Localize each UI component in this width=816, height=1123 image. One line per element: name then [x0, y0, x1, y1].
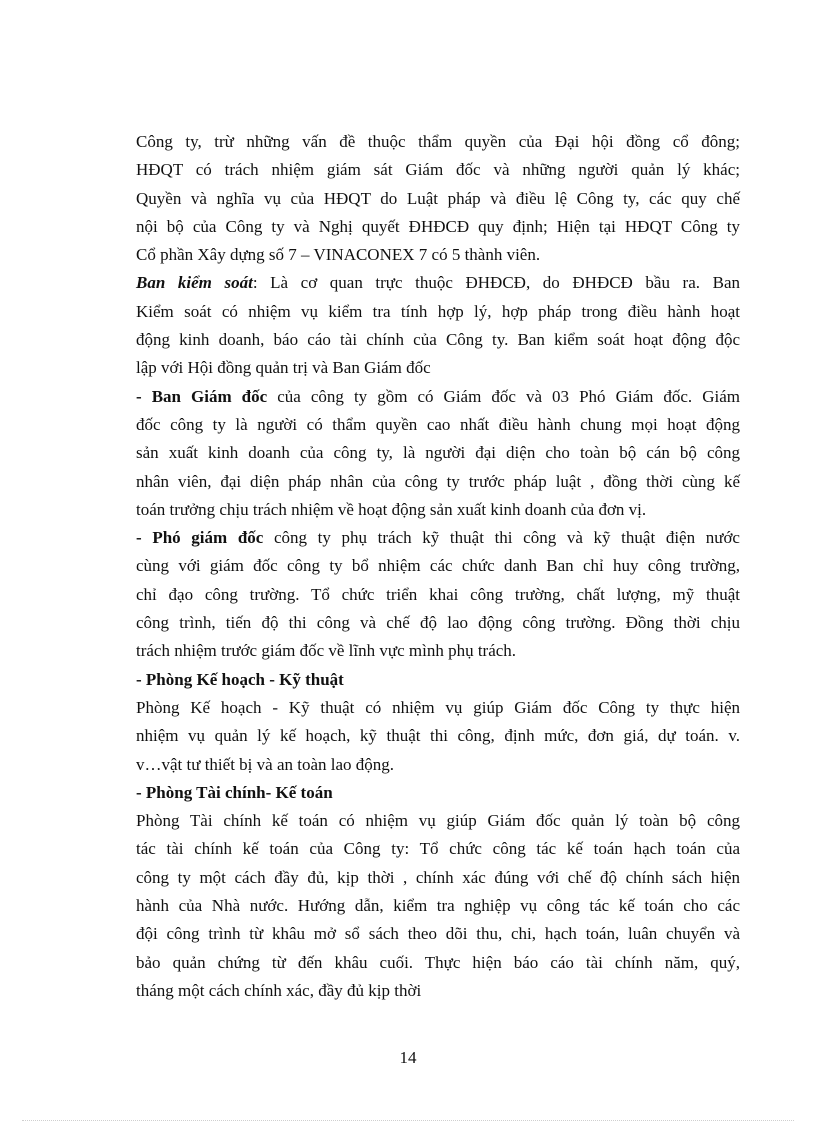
- text-line: [136, 383, 740, 411]
- text-line: [136, 156, 740, 184]
- line-text: nội bộ của Công ty và Nghị quyết ĐHĐCĐ quy định; Hiện tại HĐQT Công ty: [136, 216, 740, 236]
- list-dash: -: [136, 669, 146, 689]
- line-text: v…vật tư thiết bị và an toàn lao động.: [136, 754, 395, 774]
- section-heading: Phó giám đốc: [152, 528, 264, 548]
- text-line: [136, 779, 740, 807]
- line-text: toán trưởng chịu trách nhiệm về hoạt động sản xuất kinh doanh của đơn vị.: [136, 499, 647, 519]
- section-heading: Phòng Tài chính- Kế toán: [145, 782, 333, 802]
- list-dash: -: [136, 386, 152, 406]
- text-line: [136, 694, 740, 722]
- line-text: Kiểm soát có nhiệm vụ kiểm tra tính hợp lý, hợp pháp trong điều hành hoạt: [136, 301, 740, 321]
- list-dash: -: [136, 528, 153, 548]
- section-heading: Ban Giám đốc: [151, 386, 268, 406]
- line-text: hành của Nhà nước. Hướng dẫn, kiểm tra nghiệp vụ công tác kế toán cho các: [136, 896, 740, 916]
- page-number: 14: [399, 1048, 417, 1067]
- text-line: [136, 524, 740, 552]
- line-text: công ty một cách đầy đủ, kịp thời , chính xác đúng với chế độ chính sách hiện: [136, 867, 740, 887]
- line-text: : Là cơ quan trực thuộc ĐHĐCĐ, do ĐHĐCĐ bầu ra. Ban: [252, 273, 740, 293]
- text-line: [136, 920, 740, 948]
- text-line: [136, 807, 740, 835]
- line-text: đốc công ty là người có thẩm quyền cao nhất điều hành chung mọi hoạt động: [136, 414, 740, 434]
- line-text: nhân viên, đại diện pháp nhân của công ty trước pháp luật , đồng thời cùng kế: [136, 471, 740, 491]
- text-line: [136, 298, 740, 326]
- text-line: [136, 977, 740, 1005]
- text-line: [136, 326, 740, 354]
- line-text: HĐQT có trách nhiệm giám sát Giám đốc và những người quản lý khác;: [136, 160, 740, 180]
- line-text: Công ty, trừ những vấn đề thuộc thẩm quyền của Đại hội đồng cổ đông;: [136, 132, 740, 151]
- text-line: [136, 128, 740, 156]
- line-text: Phòng Tài chính kế toán có nhiệm vụ giúp Giám đốc quản lý toàn bộ công: [136, 811, 740, 831]
- text-line: [136, 751, 740, 779]
- section-heading: Ban kiểm soát: [136, 273, 253, 293]
- line-text: chỉ đạo công trường. Tổ chức triển khai công trường, chất lượng, mỹ thuật: [136, 584, 740, 604]
- text-line: [136, 609, 740, 637]
- line-text: bảo quản chứng từ đến khâu cuối. Thực hiện báo cáo tài chính năm, quý,: [136, 952, 740, 972]
- line-text: tháng một cách chính xác, đầy đủ kịp thời: [136, 980, 422, 1000]
- line-text: nhiệm vụ quản lý kế hoạch, kỹ thuật thi công, định mức, đơn giá, dự toán. v.: [136, 726, 740, 746]
- text-line: [136, 468, 740, 496]
- text-line: [136, 666, 740, 694]
- text-line: [136, 581, 740, 609]
- line-text: công ty phụ trách kỹ thuật thi công và kỹ thuật điện nước: [263, 528, 740, 548]
- section-heading: Phòng Kế hoạch - Kỹ thuật: [145, 669, 344, 689]
- line-text: công trình, tiến độ thi công và chế độ lao động công trường. Đồng thời chịu: [136, 613, 740, 633]
- line-text: động kinh doanh, báo cáo tài chính của Công ty. Ban kiểm soát hoạt động độc: [136, 330, 740, 350]
- footer-divider: [22, 1120, 794, 1121]
- text-line: [136, 269, 740, 297]
- text-line: [136, 892, 740, 920]
- line-text: đội công trình từ khâu mở sổ sách theo dõi thu, chi, hạch toán, luân chuyển và: [136, 924, 740, 944]
- line-text: Phòng Kế hoạch - Kỹ thuật có nhiệm vụ giúp Giám đốc Công ty thực hiện: [136, 697, 740, 717]
- line-text: trách nhiệm trước giám đốc về lĩnh vực mình phụ trách.: [136, 641, 517, 661]
- line-text: của công ty gồm có Giám đốc và 03 Phó Giám đốc. Giám: [267, 386, 740, 406]
- text-line: [136, 439, 740, 467]
- line-text: lập với Hội đồng quản trị và Ban Giám đốc: [136, 358, 431, 378]
- line-text: sản xuất kinh doanh của công ty, là người đại diện cho toàn bộ cán bộ công: [136, 443, 740, 463]
- line-text: Cổ phần Xây dựng số 7 – VINACONEX 7 có 5 thành viên.: [136, 245, 541, 265]
- document-body: [136, 128, 740, 1005]
- text-line: [136, 949, 740, 977]
- text-line: [136, 835, 740, 863]
- text-line: [136, 496, 740, 524]
- list-dash: -: [136, 782, 146, 802]
- text-line: [136, 213, 740, 241]
- text-line: [136, 241, 740, 269]
- line-text: Quyền và nghĩa vụ của HĐQT do Luật pháp và điều lệ Công ty, các quy chế: [136, 188, 740, 208]
- text-line: [136, 722, 740, 750]
- text-line: [136, 354, 740, 382]
- text-line: [136, 864, 740, 892]
- line-text: cùng với giám đốc công ty bổ nhiệm các chức danh Ban chỉ huy công trường,: [136, 556, 740, 576]
- line-text: tác tài chính kế toán của Công ty: Tổ chức công tác kế toán hạch toán của: [136, 839, 740, 859]
- text-line: [136, 185, 740, 213]
- text-line: [136, 552, 740, 580]
- text-line: [136, 637, 740, 665]
- text-line: [136, 411, 740, 439]
